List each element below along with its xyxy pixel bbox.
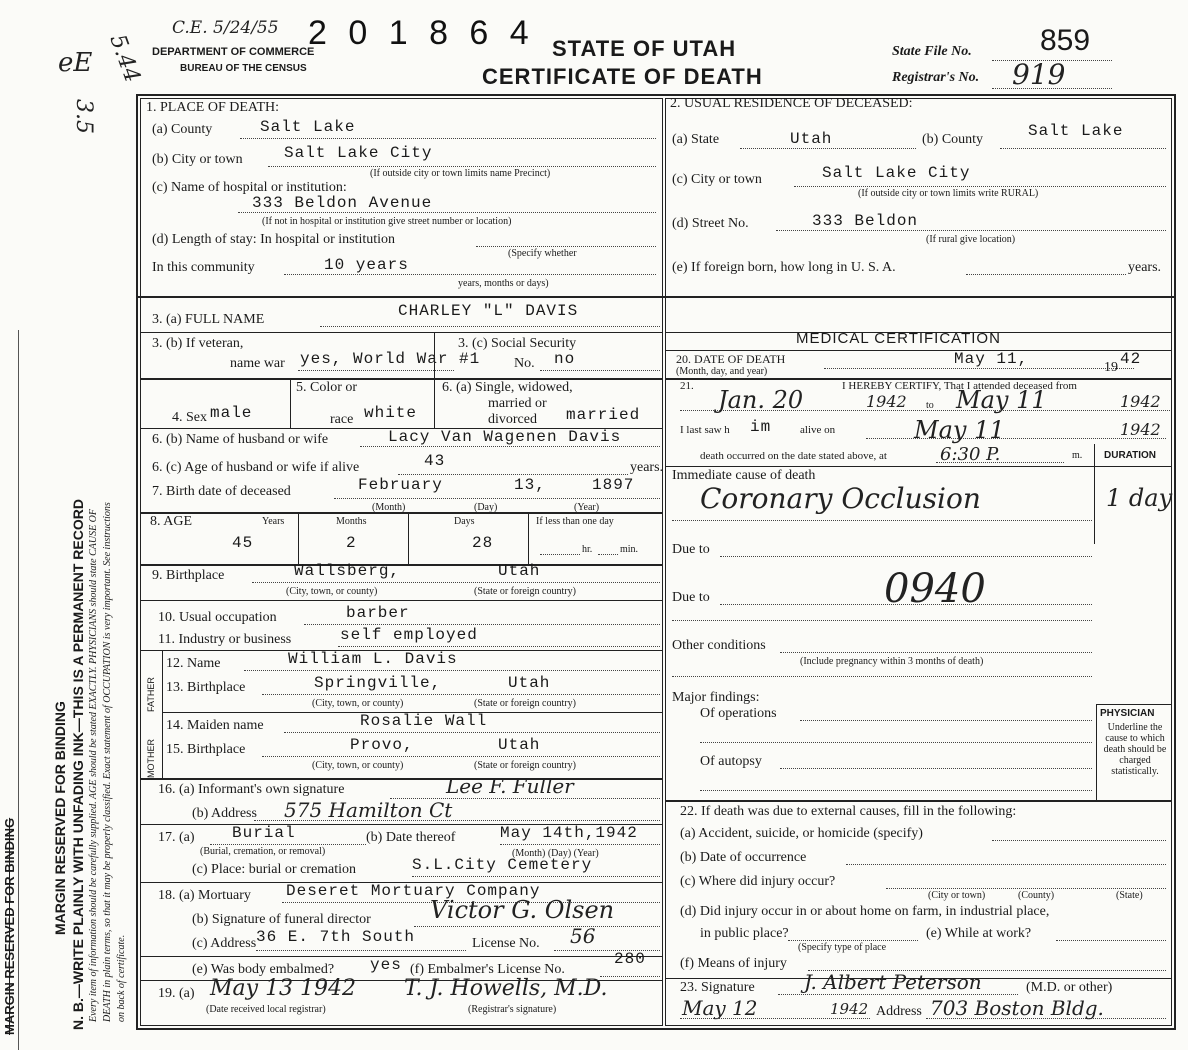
spouse-age-label: 6. (c) Age of husband or wife if alive [152, 460, 360, 475]
annot-date: C.E. 5/24/55 [172, 18, 279, 38]
annot-side3: 3.5 [71, 99, 96, 134]
registrar-signature: T. J. Howells, M.D. [404, 976, 608, 1001]
to-label: to [926, 400, 934, 411]
duration-label: DURATION [1104, 450, 1157, 461]
burial-value: Burial [232, 824, 296, 842]
industry-value: self employed [340, 626, 478, 644]
birthplace-note-1: (City, town, or county) [286, 586, 378, 597]
father-name-label: 12. Name [166, 656, 221, 671]
less-day-label: If less than one day [536, 516, 614, 527]
father-bp-state: Utah [508, 674, 551, 692]
birthplace-label: 9. Birthplace [152, 568, 225, 583]
birthplace-note-2: (State or foreign country) [474, 586, 576, 597]
informant-label: 16. (a) Informant's own signature [158, 782, 345, 797]
pod-hospital-label: (c) Name of hospital or institution: [152, 180, 347, 195]
filed-label: 19. (a) [158, 986, 195, 1001]
res-street-label: (d) Street No. [672, 216, 749, 231]
occupation-label: 10. Usual occupation [158, 610, 277, 625]
informant-address-label: (b) Address [192, 806, 257, 821]
marital-value: married [566, 406, 641, 424]
mother-tag: MOTHER [146, 739, 156, 778]
occupation-value: barber [346, 604, 410, 622]
hr-label: hr. [582, 544, 593, 555]
time-value: 6:30 P. [940, 444, 1001, 465]
pod-city-value: Salt Lake City [284, 144, 433, 162]
res-county-label: (b) County [922, 132, 984, 147]
director-label: (b) Signature of funeral director [192, 912, 371, 927]
dept-label: DEPARTMENT OF COMMERCE [152, 46, 315, 58]
industry-label: 11. Industry or business [158, 632, 292, 647]
ss-no-label: No. [514, 356, 535, 371]
stamp-number: 2 0 1 8 6 4 [308, 14, 535, 52]
father-bp-city: Springville, [314, 674, 442, 692]
dod-label: 20. DATE OF DEATH [676, 352, 786, 366]
director-signature: Victor G. Olsen [430, 896, 615, 924]
res-city-value: Salt Lake City [822, 164, 971, 182]
license-label: License No. [472, 936, 540, 951]
birth-day-note: (Day) [474, 502, 498, 513]
father-bp-note-1: (City, town, or county) [312, 698, 404, 709]
birth-day: 13, [514, 476, 546, 494]
race-value: white [364, 404, 418, 422]
embalmer-value: 280 [614, 950, 646, 968]
mother-maiden-label: 14. Maiden name [166, 718, 264, 733]
mortuary-address-value: 36 E. 7th South [256, 928, 416, 946]
father-name-value: William L. Davis [288, 650, 458, 668]
occurred-label: death occurred on the date stated above, at [700, 450, 887, 462]
days-label: Days [454, 516, 475, 527]
mother-bp-state: Utah [498, 736, 541, 754]
full-name-value: CHARLEY "L" DAVIS [398, 302, 579, 320]
immediate-cause: Coronary Occlusion [700, 482, 981, 515]
md-label: (M.D. or other) [1026, 980, 1113, 995]
birth-year-note: (Year) [574, 502, 600, 513]
years-label: Years [262, 516, 285, 527]
last-seen-label-2: alive on [800, 424, 836, 436]
pod-city-note: (If outside city or town limits name Precinct) [370, 168, 551, 179]
burial-note: (Burial, cremation, or removal) [200, 846, 326, 857]
pod-community-note: years, months or days) [458, 278, 549, 289]
signature-label: 23. Signature [680, 980, 755, 995]
mortuary-value: Deseret Mortuary Company [286, 882, 541, 900]
months-label: Months [336, 516, 367, 527]
embalmer-label: (f) Embalmer's License No. [410, 962, 565, 977]
res-foreign-label: (e) If foreign born, how long in U. S. A. [672, 260, 896, 275]
ext-e-label: (e) While at work? [926, 926, 1032, 941]
birth-month-note: (Month) [372, 502, 406, 513]
state-file-value: 859 [1040, 24, 1091, 57]
state-file-label: State File No. [892, 44, 972, 59]
medical-heading: MEDICAL CERTIFICATION [796, 330, 1001, 347]
birth-month: February [358, 476, 443, 494]
state-title: STATE OF UTAH [552, 36, 737, 61]
last-seen-value: May 11 [914, 416, 1005, 444]
ext-d-note: (Specify type of place [798, 942, 887, 953]
embalmed-value: yes [370, 956, 402, 974]
registrar-value: 919 [1012, 58, 1066, 91]
color-label: 5. Color or [296, 380, 358, 395]
physician-note: Underline the cause to which death should be charged statistically. [1103, 722, 1167, 777]
mortuary-address-label: (c) Address [192, 936, 257, 951]
attend-from-year: 1942 [866, 392, 907, 411]
spouse-age-value: 43 [424, 452, 446, 470]
bureau-label: BUREAU OF THE CENSUS [180, 63, 307, 74]
duration-value: 1 day [1106, 484, 1173, 512]
veteran-label: 3. (b) If veteran, [152, 336, 244, 351]
father-bp-note-2: (State or foreign country) [474, 698, 576, 709]
margin-instr3: on back of certificate. [116, 934, 127, 1022]
age-months: 2 [346, 534, 357, 552]
burial-date-value: May 14th,1942 [500, 824, 638, 842]
filed-date: May 13 1942 [210, 976, 357, 1001]
birth-year: 1897 [592, 476, 635, 494]
burial-date-label: (b) Date thereof [366, 830, 456, 845]
res-state-value: Utah [790, 130, 833, 148]
ext-c-note-3: (State) [1116, 890, 1143, 901]
marital-label-1: 6. (a) Single, widowed, [442, 380, 573, 395]
father-bp-label: 13. Birthplace [166, 680, 246, 695]
marital-label-2: married or [488, 396, 547, 411]
mortuary-label: 18. (a) Mortuary [158, 888, 251, 903]
pod-community-label: In this community [152, 260, 255, 275]
war-value: yes, World War #1 [300, 350, 481, 368]
last-seen-label-1: I last saw h [680, 424, 730, 436]
attend-to-year: 1942 [1120, 392, 1161, 411]
spouse-age-suffix: years. [630, 460, 664, 475]
physician-address-label: Address [876, 1004, 922, 1019]
mother-bp-label: 15. Birthplace [166, 742, 246, 757]
attend-from: Jan. 20 [718, 386, 804, 414]
race-label: race [330, 412, 354, 427]
birthplace-city: Wallsberg, [294, 562, 401, 580]
margin-instr2: DEATH in plain terms, so that it may be properly classified. Exact statement of OCCUPATION is very important. See instructions [102, 502, 113, 1022]
full-name-label: 3. (a) FULL NAME [152, 312, 265, 327]
birthplace-state: Utah [498, 562, 541, 580]
physician-address-value: 703 Boston Bldg. [930, 996, 1104, 1020]
father-tag: FATHER [146, 677, 156, 712]
due-to-1-label: Due to [672, 542, 710, 557]
code-value: 0940 [884, 566, 986, 612]
margin-nb: N. B.—WRITE PLAINLY WITH UNFADING INK—THIS IS A PERMANENT RECORD [70, 499, 86, 1030]
pod-hospital-note: (If not in hospital or institution give street number or location) [262, 216, 512, 227]
dod-value: May 11, [954, 350, 1029, 368]
age-label: 8. AGE [150, 514, 192, 529]
war-label: name war [230, 356, 285, 371]
res-street-value: 333 Beldon [812, 212, 919, 230]
dod-year-prefix: 19 [1104, 360, 1118, 375]
signature-date: May 12 [682, 996, 758, 1020]
m-label: m. [1072, 450, 1083, 461]
ext-b-label: (b) Date of occurrence [680, 850, 807, 865]
age-days: 28 [472, 534, 494, 552]
pod-city-label: (b) City or town [152, 152, 243, 167]
embalmed-label: (e) Was body embalmed? [192, 962, 335, 977]
dod-year-value: 42 [1120, 350, 1142, 368]
registrar-sig-note: (Registrar's signature) [468, 1004, 557, 1015]
ext-c-note-2: (County) [1018, 890, 1055, 901]
autopsy-label: Of autopsy [700, 754, 762, 769]
dod-note: (Month, day, and year) [676, 366, 768, 377]
cemetery-value: S.L.City Cemetery [412, 856, 593, 874]
res-city-label: (c) City or town [672, 172, 762, 187]
ext-c-note-1: (City or town) [928, 890, 986, 901]
margin-reserved: MARGIN RESERVED FOR BINDING [52, 701, 68, 935]
mother-bp-city: Provo, [350, 736, 414, 754]
place-of-death-heading: 1. PLACE OF DEATH: [146, 100, 280, 115]
res-state-label: (a) State [672, 132, 720, 147]
last-seen-him: im [750, 418, 772, 436]
ext-f-label: (f) Means of injury [680, 956, 787, 971]
ext-heading: 22. If death was due to external causes, fill in the following: [680, 804, 1017, 819]
burial-date-note: (Month) (Day) (Year) [512, 848, 599, 859]
license-value: 56 [570, 924, 596, 948]
due-to-2-label: Due to [672, 590, 710, 605]
birth-label: 7. Birth date of deceased [152, 484, 291, 499]
annot-side2: 5.44 [104, 31, 145, 86]
last-seen-year: 1942 [1120, 420, 1161, 439]
physician-tag: PHYSICIAN [1100, 708, 1155, 719]
registrar-label: Registrar's No. [892, 70, 980, 85]
informant-signature: Lee F. Fuller [446, 774, 574, 798]
other-conditions-note: (Include pregnancy within 3 months of death) [800, 656, 984, 667]
residence-heading: 2. USUAL RESIDENCE OF DECEASED: [670, 96, 913, 111]
margin-instr1: Every item of information should be carefully supplied. AGE should be stated EXACTLY. PHYSICIANS should state CAUSE OF [88, 508, 99, 1022]
sex-label: 4. Sex [172, 410, 207, 425]
res-foreign-suffix: years. [1128, 260, 1162, 275]
mother-bp-note-2: (State or foreign country) [474, 760, 576, 771]
pod-county-label: (a) County [152, 122, 213, 137]
res-county-value: Salt Lake [1028, 122, 1124, 140]
min-label: min. [620, 544, 639, 555]
ext-a-label: (a) Accident, suicide, or homicide (specify) [680, 826, 923, 841]
margin-reserved-edge: MARGIN RESERVED FOR BINDING [2, 817, 17, 1035]
attend-to: May 11 [956, 386, 1047, 414]
other-conditions-label: Other conditions [672, 638, 766, 653]
pod-stay-note: (Specify whether [508, 248, 577, 259]
certificate-title: CERTIFICATE OF DEATH [482, 64, 763, 89]
major-findings-label: Major findings: [672, 690, 760, 705]
ext-d-label: (d) Did injury occur in or about home on farm, in industrial place, [680, 904, 1050, 919]
physician-signature: J. Albert Peterson [804, 970, 982, 994]
mother-bp-note-1: (City, town, or county) [312, 760, 404, 771]
cemetery-label: (c) Place: burial or cremation [192, 862, 357, 877]
spouse-value: Lacy Van Wagenen Davis [388, 428, 622, 446]
filed-note: (Date received local registrar) [206, 1004, 326, 1015]
burial-label: 17. (a) [158, 830, 195, 845]
ss-no-value: no [554, 350, 576, 368]
sex-value: male [210, 404, 253, 422]
operations-label: Of operations [700, 706, 777, 721]
pod-hospital-value: 333 Beldon Avenue [252, 194, 433, 212]
cert-text: I HEREBY CERTIFY, That I attended deceased from [842, 380, 1077, 392]
age-years: 45 [232, 534, 254, 552]
marital-label-3: divorced [488, 412, 537, 427]
ext-c-label: (c) Where did injury occur? [680, 874, 836, 889]
immediate-label: Immediate cause of death [672, 468, 816, 483]
annot-side: eE [58, 48, 93, 78]
mother-maiden-value: Rosalie Wall [360, 712, 488, 730]
pod-community-value: 10 years [324, 256, 409, 274]
spouse-label: 6. (b) Name of husband or wife [152, 432, 329, 447]
signature-year: 1942 [830, 1000, 869, 1018]
ext-d2-label: in public place? [700, 926, 789, 941]
pod-county-value: Salt Lake [260, 118, 356, 136]
pod-stay-label: (d) Length of stay: In hospital or institution [152, 232, 396, 247]
ss-label: 3. (c) Social Security [458, 336, 577, 351]
cert-num: 21. [680, 380, 694, 392]
res-city-note: (If outside city or town limits write RURAL) [858, 188, 1039, 199]
informant-address-value: 575 Hamilton Ct [284, 798, 453, 822]
res-street-note: (If rural give location) [926, 234, 1016, 245]
